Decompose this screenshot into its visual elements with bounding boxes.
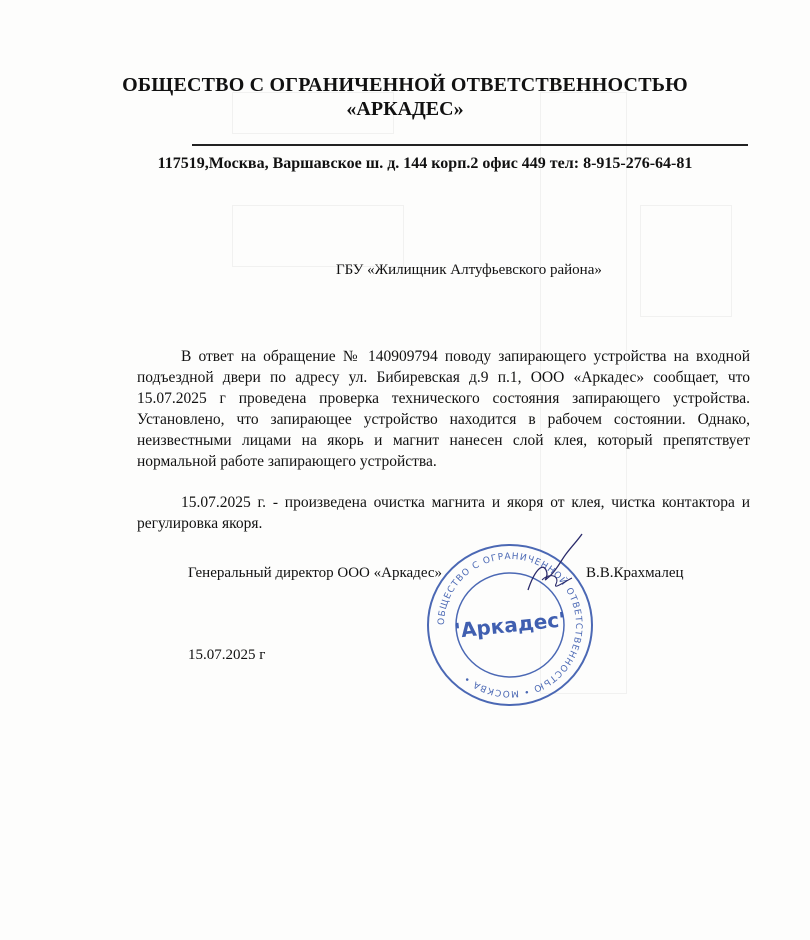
letter-body: [137, 346, 750, 534]
org-title-line1: ОБЩЕСТВО С ОГРАНИЧЕННОЙ ОТВЕТСТВЕННОСТЬЮ: [122, 74, 688, 96]
letter-date: 15.07.2025 г: [188, 647, 266, 663]
org-title-line2: «АРКАДЕС»: [346, 98, 464, 120]
header-divider: [192, 144, 748, 146]
addressee: ГБУ «Жилищник Алтуфьевского района»: [336, 262, 602, 278]
signer-name: В.В.Крахмалец: [586, 565, 684, 581]
stamp-ring-text: ОБЩЕСТВО С ОГРАНИЧЕННОЙ ОТВЕТСТВЕННОСТЬЮ • МОСКВА •: [436, 551, 584, 699]
signer-position: Генеральный директор ООО «Аркадес»: [188, 565, 443, 581]
org-address: 117519,Москва, Варшавское ш. д. 144 корп.2 офис 449 тел: 8-915-276-64-81: [157, 155, 693, 172]
bleed-through-frame: [232, 205, 404, 267]
signature-icon: [520, 532, 600, 602]
bleed-through-frame: [640, 205, 732, 317]
body-paragraph-2: 15.07.2025 г. - произведена очистка магнита и якоря от клея, чистка контактора и регулировка якоря.: [137, 494, 750, 532]
stamp-center-text: 'Аркадес': [453, 607, 567, 643]
body-paragraph-1: В ответ на обращение № 140909794 поводу запирающего устройства на входной подъездной двери по адресу ул. Бибиревская д.9 п.1, ООО «Аркадес» сообщает, что 15.07.2025 г проведена проверка технического состояния запирающего устройства. Установлено, что запирающее устройство находится в рабочем состоянии. Однако, неизвестными лицами на якорь и магнит нанесен слой клея, который препятствует нормальной работе запирающего устройства.: [137, 348, 750, 470]
